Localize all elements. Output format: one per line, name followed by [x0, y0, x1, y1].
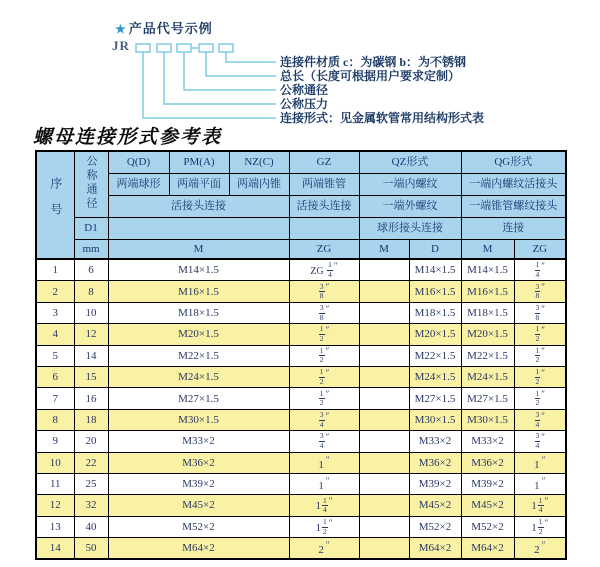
header-empty-gz [289, 218, 359, 240]
cell-qz-m [359, 281, 409, 302]
cell-serial: 11 [36, 473, 74, 494]
cell-qz-m [359, 452, 409, 473]
cell-qz-d: M20×1.5 [409, 324, 461, 345]
cell-qg-zg: 1 ″ [514, 452, 566, 473]
cell-qz-d: M39×2 [409, 473, 461, 494]
cell-qz-d: M64×2 [409, 538, 461, 560]
cell-qz-d: M22×1.5 [409, 345, 461, 366]
header-unit-m: M [108, 240, 289, 260]
table-title: 螺母连接形式参考表 [33, 126, 223, 148]
cell-qz-m [359, 495, 409, 516]
table-row [36, 366, 566, 387]
cell-serial: 3 [36, 302, 74, 323]
cell-mm: 16 [74, 388, 108, 409]
cell-gz-zg: $\frac{1}{2}$ ″ [289, 345, 359, 366]
cell-serial: 7 [36, 388, 74, 409]
cell-gz-zg: $\frac{1}{2}$ ″ [289, 366, 359, 387]
cell-qz-m [359, 259, 409, 281]
cell-qg-zg: $\frac{1}{2}$ ″ [514, 324, 566, 345]
code-box-1 [136, 44, 150, 52]
cell-qg-zg: 2 ″ [514, 538, 566, 560]
diagram-label-material: 连接件材质 c：为碳钢 b：为不锈钢 [280, 55, 467, 69]
cell-qz-d: M52×2 [409, 516, 461, 537]
header-gz: GZ [289, 151, 359, 174]
table-row [36, 302, 566, 323]
table-row [36, 259, 566, 281]
cell-qg-m: M22×1.5 [461, 345, 514, 366]
header-qg-form: QG形式 [461, 151, 566, 174]
diagram-label-length: 总长（长度可根据用户要求定制） [280, 69, 461, 83]
header-unit-zg: ZG [289, 240, 359, 260]
table-row [36, 345, 566, 366]
header-pm: PM(A) [169, 151, 229, 174]
cell-mm: 20 [74, 431, 108, 452]
cell-qg-m: M45×2 [461, 495, 514, 516]
cell-qg-zg: $\frac{1}{2}$ ″ [514, 366, 566, 387]
cell-serial: 2 [36, 281, 74, 302]
cell-serial: 8 [36, 409, 74, 430]
header-qg-connection: 连接 [461, 218, 566, 240]
header-qz-desc: 一端内螺纹 [359, 174, 461, 196]
cell-qg-m: M39×2 [461, 473, 514, 494]
cell-gz-zg: $\frac{3}{8}$ ″ [289, 302, 359, 323]
header-row-3 [36, 196, 566, 218]
header-row-4 [36, 218, 566, 240]
cell-gz-zg: $\frac{1}{2}$ ″ [289, 388, 359, 409]
table-row [36, 495, 566, 516]
cell-qg-zg: $\frac{3}{8}$ ″ [514, 281, 566, 302]
cell-thread-m: M24×1.5 [108, 366, 289, 387]
star-icon: ★ [115, 22, 127, 36]
cell-qz-m [359, 345, 409, 366]
product-code-prefix: JR [112, 38, 130, 53]
cell-thread-m: M52×2 [108, 516, 289, 537]
cell-qz-m [359, 366, 409, 387]
cell-mm: 6 [74, 259, 108, 281]
cell-gz-zg: 2 ″ [289, 538, 359, 560]
cell-qg-m: M20×1.5 [461, 324, 514, 345]
header-qz-unit-m: M [359, 240, 409, 260]
cell-qg-m: M18×1.5 [461, 302, 514, 323]
code-box-5 [219, 44, 233, 52]
cell-qz-m [359, 538, 409, 560]
header-qz-spherical-connection: 球形接头连接 [359, 218, 461, 240]
cell-qg-zg: $\frac{1}{2}$ ″ [514, 345, 566, 366]
cell-gz-zg: 1 ″ [289, 452, 359, 473]
cell-qg-m: M64×2 [461, 538, 514, 560]
cell-qg-zg: 1 $\frac{1}{2}$ ″ [514, 516, 566, 537]
header-d1: D1 [74, 218, 108, 240]
header-q-desc: 两端球形 [108, 174, 169, 196]
cell-serial: 10 [36, 452, 74, 473]
header-nz: NZ(C) [229, 151, 289, 174]
header-row-5 [36, 240, 566, 260]
cell-serial: 4 [36, 324, 74, 345]
table-body [36, 259, 566, 559]
cell-qg-zg: 1 ″ [514, 473, 566, 494]
cell-qg-m: M30×1.5 [461, 409, 514, 430]
cell-qg-m: M33×2 [461, 431, 514, 452]
cell-thread-m: M36×2 [108, 452, 289, 473]
cell-qz-m [359, 431, 409, 452]
cell-mm: 25 [74, 473, 108, 494]
cell-qg-m: M27×1.5 [461, 388, 514, 409]
cell-thread-m: M30×1.5 [108, 409, 289, 430]
cell-serial: 6 [36, 366, 74, 387]
cell-qz-m [359, 516, 409, 537]
cell-thread-m: M14×1.5 [108, 259, 289, 281]
cell-qz-m [359, 388, 409, 409]
table-row [36, 516, 566, 537]
cell-mm: 22 [74, 452, 108, 473]
cell-mm: 8 [74, 281, 108, 302]
cell-thread-m: M16×1.5 [108, 281, 289, 302]
cell-serial: 9 [36, 431, 74, 452]
cell-mm: 10 [74, 302, 108, 323]
cell-qz-m [359, 302, 409, 323]
header-mm: mm [74, 240, 108, 260]
cell-gz-zg: 1 $\frac{1}{2}$ ″ [289, 516, 359, 537]
cell-thread-m: M39×2 [108, 473, 289, 494]
cell-mm: 12 [74, 324, 108, 345]
table-row [36, 538, 566, 560]
nut-connection-reference-table [35, 150, 567, 560]
header-qz-unit-d: D [409, 240, 461, 260]
cell-qz-d: M33×2 [409, 431, 461, 452]
table-row [36, 388, 566, 409]
cell-thread-m: M18×1.5 [108, 302, 289, 323]
diagram-label-pressure: 公称压力 [280, 97, 329, 111]
cell-qz-d: M18×1.5 [409, 302, 461, 323]
cell-qz-d: M27×1.5 [409, 388, 461, 409]
cell-gz-zg: $\frac{1}{2}$ ″ [289, 324, 359, 345]
cell-serial: 1 [36, 259, 74, 281]
table-row [36, 324, 566, 345]
diagram-label-connection: 连接形式：见金属软管常用结构形式表 [280, 111, 485, 125]
header-gz-union-connection: 活接头连接 [289, 196, 359, 218]
header-serial [36, 151, 74, 259]
cell-qz-m [359, 324, 409, 345]
cell-thread-m: M45×2 [108, 495, 289, 516]
cell-mm: 50 [74, 538, 108, 560]
cell-qg-m: M52×2 [461, 516, 514, 537]
diagram-title-text: 产品代号示例 [128, 21, 213, 36]
leader-line-4 [164, 52, 276, 104]
cell-gz-zg: $\frac{3}{4}$ ″ [289, 431, 359, 452]
cell-thread-m: M27×1.5 [108, 388, 289, 409]
cell-gz-zg: $\frac{3}{4}$ ″ [289, 409, 359, 430]
code-box-3 [177, 44, 191, 52]
cell-qz-d: M45×2 [409, 495, 461, 516]
header-union-connection: 活接头连接 [108, 196, 289, 218]
header-qz-external-thread: 一端外螺纹 [359, 196, 461, 218]
cell-serial: 12 [36, 495, 74, 516]
header-qg-unit-zg: ZG [514, 240, 566, 260]
cell-serial: 13 [36, 516, 74, 537]
header-qz-form: QZ形式 [359, 151, 461, 174]
cell-qg-zg: $\frac{3}{4}$ ″ [514, 431, 566, 452]
cell-thread-m: M33×2 [108, 431, 289, 452]
header-qg-desc: 一端内螺纹活接头 [461, 174, 566, 196]
table-header [36, 151, 566, 259]
leader-line-2 [206, 52, 276, 76]
header-qg-taper-joint: 一端锥管螺纹接头 [461, 196, 566, 218]
leader-line-1 [226, 52, 276, 62]
header-pm-desc: 两端平面 [169, 174, 229, 196]
cell-qz-m [359, 473, 409, 494]
cell-mm: 40 [74, 516, 108, 537]
cell-mm: 14 [74, 345, 108, 366]
header-nominal-diameter-label: 公称通径 [85, 154, 98, 211]
header-row-1 [36, 151, 566, 174]
cell-qz-d: M16×1.5 [409, 281, 461, 302]
header-gz-desc: 两端锥管 [289, 174, 359, 196]
table-row [36, 281, 566, 302]
cell-mm: 15 [74, 366, 108, 387]
cell-serial: 5 [36, 345, 74, 366]
cell-qg-zg: $\frac{3}{4}$ ″ [514, 409, 566, 430]
header-nominal-diameter [74, 151, 108, 218]
table-row [36, 431, 566, 452]
code-box-2 [157, 44, 171, 52]
cell-thread-m: M64×2 [108, 538, 289, 560]
cell-qg-zg: $\frac{3}{8}$ ″ [514, 302, 566, 323]
cell-gz-zg: 1 ″ [289, 473, 359, 494]
cell-qz-d: M30×1.5 [409, 409, 461, 430]
header-q: Q(D) [108, 151, 169, 174]
cell-mm: 18 [74, 409, 108, 430]
cell-qg-m: M14×1.5 [461, 259, 514, 281]
table-row [36, 452, 566, 473]
cell-qg-m: M36×2 [461, 452, 514, 473]
cell-gz-zg: $\frac{3}{8}$ ″ [289, 281, 359, 302]
cell-gz-zg: 1 $\frac{1}{4}$ ″ [289, 495, 359, 516]
diagram-label-diameter: 公称通径 [280, 83, 329, 97]
cell-qg-zg: $\frac{1}{2}$ ″ [514, 388, 566, 409]
header-nz-desc: 两端内锥 [229, 174, 289, 196]
cell-gz-zg: ZG $\frac{1}{4}$ ″ [289, 259, 359, 281]
header-qg-unit-m: M [461, 240, 514, 260]
table-row [36, 409, 566, 430]
cell-qg-m: M24×1.5 [461, 366, 514, 387]
header-row-2 [36, 174, 566, 196]
cell-thread-m: M22×1.5 [108, 345, 289, 366]
cell-qz-d: M24×1.5 [409, 366, 461, 387]
cell-qz-m [359, 409, 409, 430]
cell-serial: 14 [36, 538, 74, 560]
cell-thread-m: M20×1.5 [108, 324, 289, 345]
cell-qg-zg: 1 $\frac{1}{4}$ ″ [514, 495, 566, 516]
cell-qg-m: M16×1.5 [461, 281, 514, 302]
code-box-4 [199, 44, 213, 52]
cell-qg-zg: $\frac{1}{4}$ ″ [514, 259, 566, 281]
table-row [36, 473, 566, 494]
header-empty-left [108, 218, 289, 240]
leader-line-3 [184, 52, 276, 90]
cell-qz-d: M36×2 [409, 452, 461, 473]
header-serial-label: 序号 [48, 177, 63, 230]
cell-qz-d: M14×1.5 [409, 259, 461, 281]
cell-mm: 32 [74, 495, 108, 516]
